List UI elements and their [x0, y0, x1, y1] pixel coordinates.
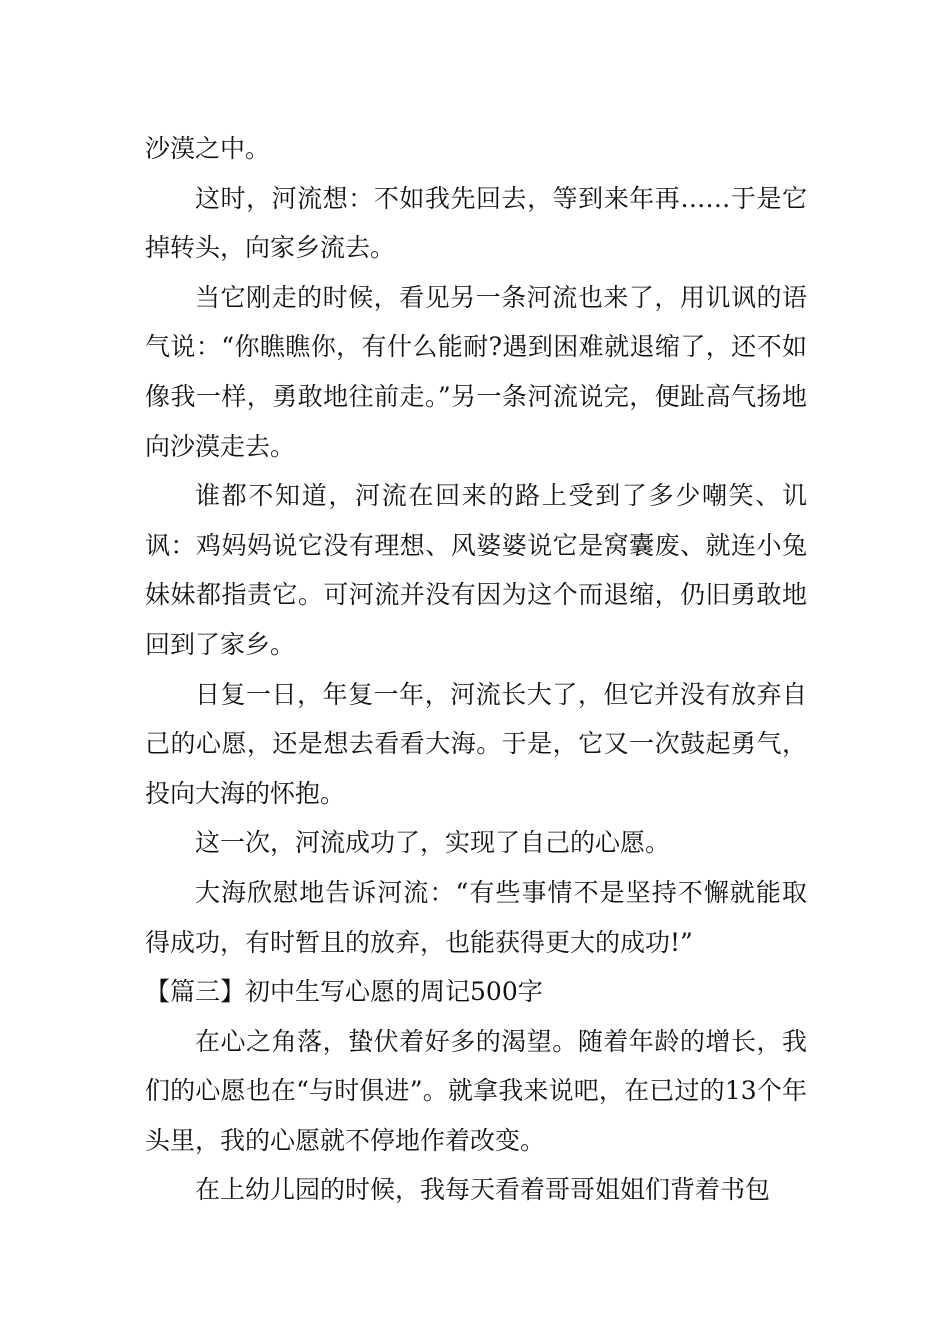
paragraph-river-turns-back: 这时，河流想：不如我先回去，等到来年再……于是它掉转头，向家乡流去。 [145, 183, 807, 263]
paragraph-kindergarten: 在上幼儿园的时候，我每天看着哥哥姐姐们背着书包 [195, 1175, 771, 1205]
paragraph-other-river-mocks: 当它刚走的时候，看见另一条河流也来了，用讥讽的语气说：“你瞧瞧你，有什么能耐?遇到困难就退缩了，还不如像我一样，勇敢地往前走。”另一条河流说完，便趾高气扬地向沙漠走去。 [145, 282, 807, 461]
paragraph-sea-speaks: 大海欣慰地告诉河流：“有些事情不是坚持不懈就能取得成功，有时暂且的放弃，也能获得更大的成功!” [145, 877, 807, 957]
paragraph-river-grows-up: 日复一日，年复一年，河流长大了，但它并没有放弃自己的心愿，还是想去看看大海。于是，它又一次鼓起勇气，投向大海的怀抱。 [145, 679, 807, 808]
document-body [145, 124, 807, 1215]
paragraph-ridicule-on-way-home: 谁都不知道，河流在回来的路上受到了多少嘲笑、讥讽：鸡妈妈说它没有理想、风婆婆说它是窝囊废、就连小兔妹妹都指责它。可河流并没有因为这个而退缩，仍旧勇敢地回到了家乡。 [145, 481, 807, 659]
section-heading: 【篇三】初中生写心愿的周记500字 [145, 977, 543, 1007]
paragraph-continuation: 沙漠之中。 [145, 134, 271, 163]
paragraph-river-succeeds: 这一次，河流成功了，实现了自己的心愿。 [195, 828, 671, 858]
paragraph-wishes-change: 在心之角落，蛰伏着好多的渴望。随着年龄的增长，我们的心愿也在“与时俱进”。就拿我来说吧，在已过的13个年头里，我的心愿就不停地作着改变。 [145, 1026, 807, 1155]
